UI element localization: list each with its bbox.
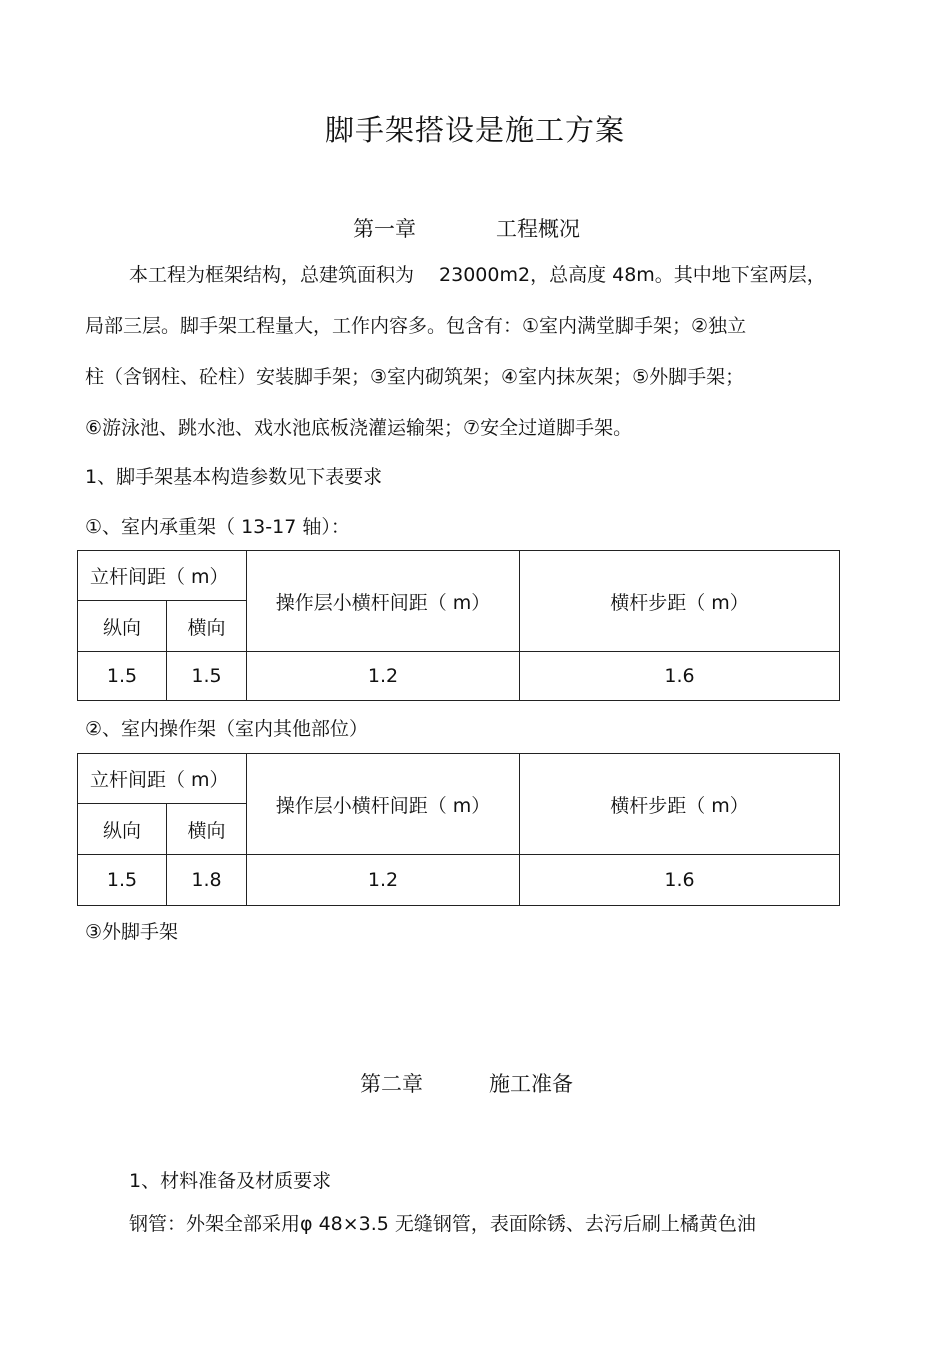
longitudinal-header: 纵向 [78,804,167,855]
chapter1-name: 工程概况 [496,217,580,241]
longitudinal-header: 纵向 [78,601,167,652]
pole-spacing-header: 立杆间距（ m） [78,551,247,601]
table1-small-bar-spacing: 1.2 [247,652,520,701]
section1-heading: 1、脚手架基本构造参数见下表要求 [85,466,383,488]
table1-transverse: 1.5 [167,652,247,701]
table1-longitudinal: 1.5 [78,652,167,701]
para-line-4: ⑥游泳池、跳水池、戏水池底板浇灌运输架；⑦安全过道脚手架。 [85,417,633,439]
chapter1-label: 第一章 [353,217,416,241]
small-bar-spacing-header: 操作层小横杆间距（ m） [247,551,520,652]
spec-table-1 [77,550,840,701]
table2-small-bar-spacing: 1.2 [247,855,520,906]
para-line-3: 柱（含钢柱、砼柱）安装脚手架；③室内砌筑架；④室内抹灰架；⑤外脚手架； [85,366,745,388]
page-title: 脚手架搭设是施工方案 [324,113,625,147]
table2-longitudinal: 1.5 [78,855,167,906]
chapter2-section1-heading: 1、材料准备及材质要求 [129,1170,332,1192]
transverse-header: 横向 [167,804,247,855]
steel-pipe-line: 钢管：外架全部采用φ 48×3.5 无缝钢管，表面除锈、去污后刷上橘黄色油 [129,1213,756,1235]
bar-step-header: 横杆步距（ m） [520,551,840,652]
table2-transverse: 1.8 [167,855,247,906]
pole-spacing-header: 立杆间距（ m） [78,754,247,804]
table2-bar-step: 1.6 [520,855,840,906]
transverse-header: 横向 [167,601,247,652]
spec-table-2 [77,753,840,906]
chapter2-name: 施工准备 [489,1072,573,1096]
sub1-title: ①、室内承重架（ 13-17 轴）： [85,516,350,538]
para-line-1: 本工程为框架结构，总建筑面积为 23000m2，总高度 48m。其中地下室两层， [129,264,826,286]
para-line-2: 局部三层。脚手架工程量大，工作内容多。包含有：①室内满堂脚手架；②独立 [85,315,747,337]
bar-step-header: 横杆步距（ m） [520,754,840,855]
small-bar-spacing-header: 操作层小横杆间距（ m） [247,754,520,855]
chapter2-label: 第二章 [360,1072,423,1096]
sub2-title: ②、室内操作架（室内其他部位） [85,718,369,740]
table1-bar-step: 1.6 [520,652,840,701]
sub3-title: ③外脚手架 [85,921,179,943]
